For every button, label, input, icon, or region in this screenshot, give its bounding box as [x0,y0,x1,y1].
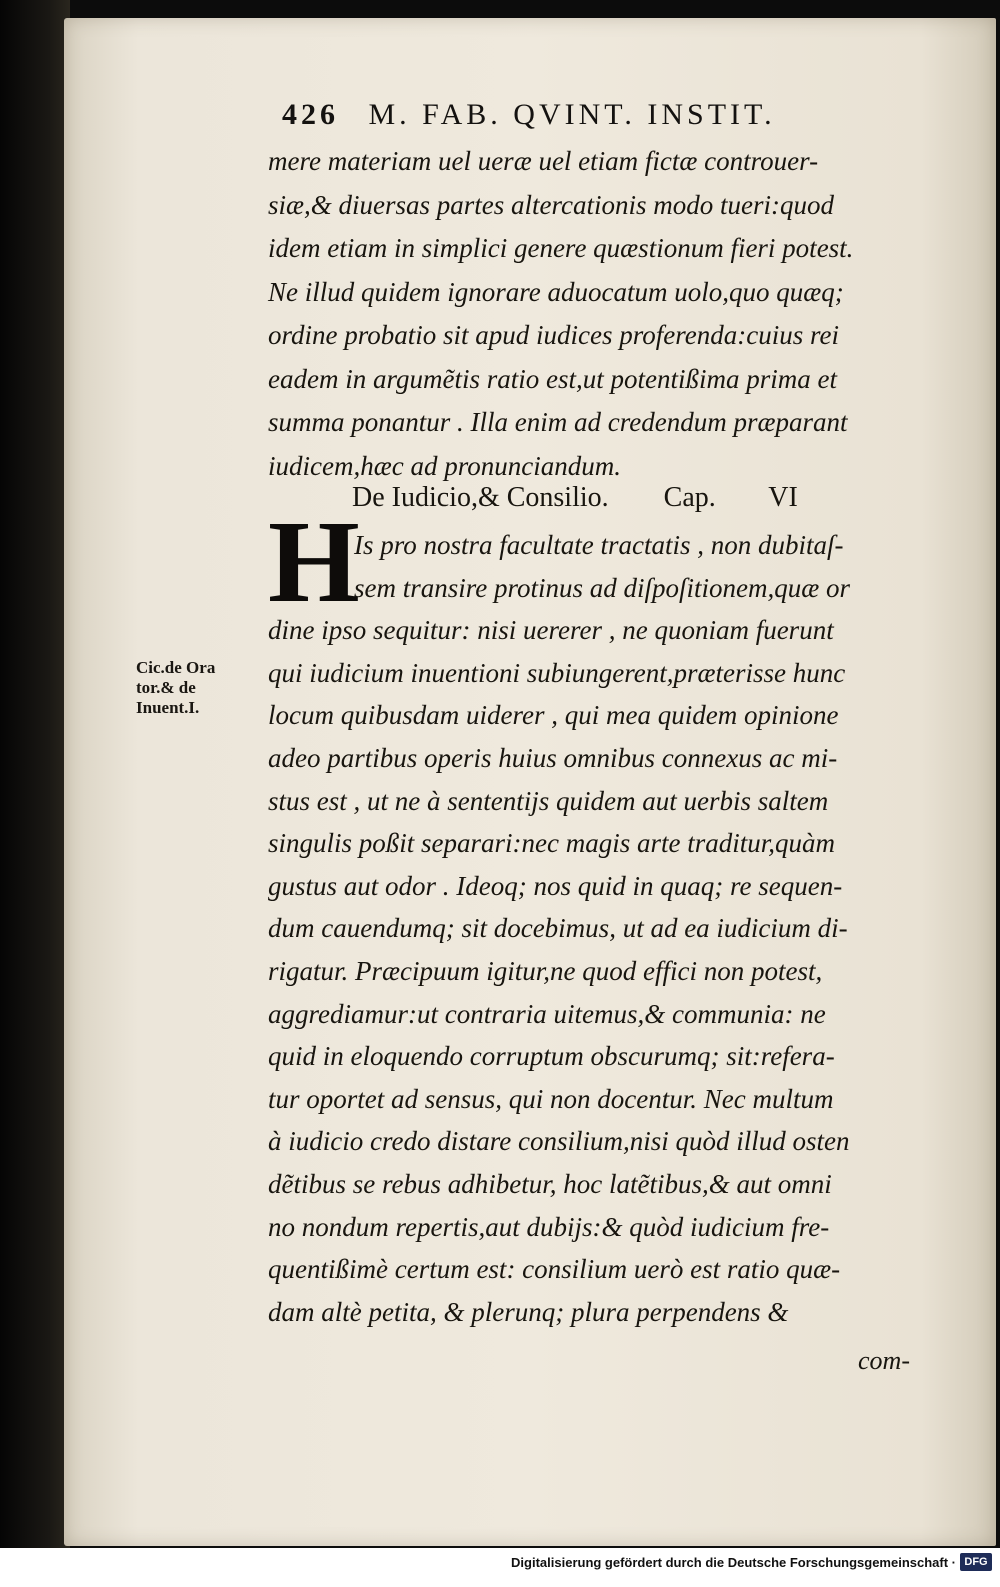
text-line: tur oportet ad sensus, qui non docentur. Nec multum [268,1083,834,1114]
text-line: dine ipso sequitur: nisi uererer , ne quoniam fuerunt [268,615,834,646]
text-line: locum quibusdam uiderer , qui mea quidem opinione [268,700,839,731]
text-line: Is pro nostra facultate tractatis , non dubitaſ- [354,530,844,560]
marginal-note-line: Inuent.I. [136,698,200,717]
text-line: singulis poßit separari:nec magis arte traditur,quàm [268,828,836,859]
text-line: qui iudicium inuentioni subiungerent,præterisse hunc [268,657,846,688]
text-line: Ne illud quidem ignorare aduocatum uolo,quo quæq; [268,276,844,307]
text-line: dum cauendumq; sit docebimus, ut ad ea iudicium di- [268,913,848,944]
text-line: iudicem,hæc ad pronunciandum. [268,450,621,481]
text-line: dẽtibus se rebus adhibetur, hoc latẽtibus,& aut omni [268,1168,832,1199]
text-line: siæ,& diuersas partes altercationis modo tueri:quod [268,189,834,220]
text-line: dam altè petita, & plerunq; plura perpendens & [268,1296,789,1327]
catchword: com- [858,1346,910,1375]
marginal-note-line: tor.& de [136,678,196,697]
footer-credit: Digitalisierung gefördert durch die Deutsche Forschungsgemeinschaft · [511,1555,956,1570]
text-line: à iudicio credo distare consilium,nisi quòd illud osten [268,1126,850,1157]
body-text-block [268,140,932,488]
text-line: stus est , ut ne à sententijs quidem aut uerbis saltem [268,785,829,816]
text-line: mere materiam uel ueræ uel etiam fictæ controuer- [268,146,819,176]
text-line: adeo partibus operis huius omnibus connexus ac mi- [268,742,838,773]
marginal-note [136,658,262,718]
chapter-title: De Iudicio,& Consilio. [352,482,609,513]
text-line: sem transire protinus ad diſpoſitionem,quæ or [354,572,851,603]
marginal-note-line: Cic.de Ora [136,658,216,677]
drop-initial: H [268,496,360,627]
text-line: idem etiam in simplici genere quæstionum fieri potest. [268,233,854,263]
dfg-logo: DFG [960,1553,992,1571]
page-number: 426 [282,98,339,131]
running-header [282,98,882,138]
spine-shadow [0,0,70,1587]
text-line: quid in eloquendo corruptum obscurumq; sit:refera- [268,1041,835,1072]
text-line: eadem in argumẽtis ratio est,ut potentißima prima et [268,363,837,394]
text-line: no nondum repertis,aut dubijs:& quòd iudicium fre- [268,1211,830,1242]
text-line: ordine probatio sit apud iudices proferenda:cuius rei [268,320,839,350]
chapter-cap-label: Cap. [663,482,716,513]
chapter-text-block [268,524,932,1333]
text-line: quentißimè certum est: consilium uerò est ratio quæ- [268,1254,841,1285]
text-line: aggrediamur:ut contraria uitemus,& communia: ne [268,998,826,1029]
text-line: summa ponantur . Illa enim ad credendum præparant [268,407,848,437]
chapter-number: VI [768,482,798,513]
chapter-heading [352,482,872,526]
text-line: gustus aut odor . Ideoq; nos quid in quaq; re sequen- [268,870,843,901]
running-title: M. FAB. QVINT. INSTIT. [368,98,776,131]
text-line: rigatur. Præcipuum igitur,ne quod effici non potest, [268,955,823,986]
